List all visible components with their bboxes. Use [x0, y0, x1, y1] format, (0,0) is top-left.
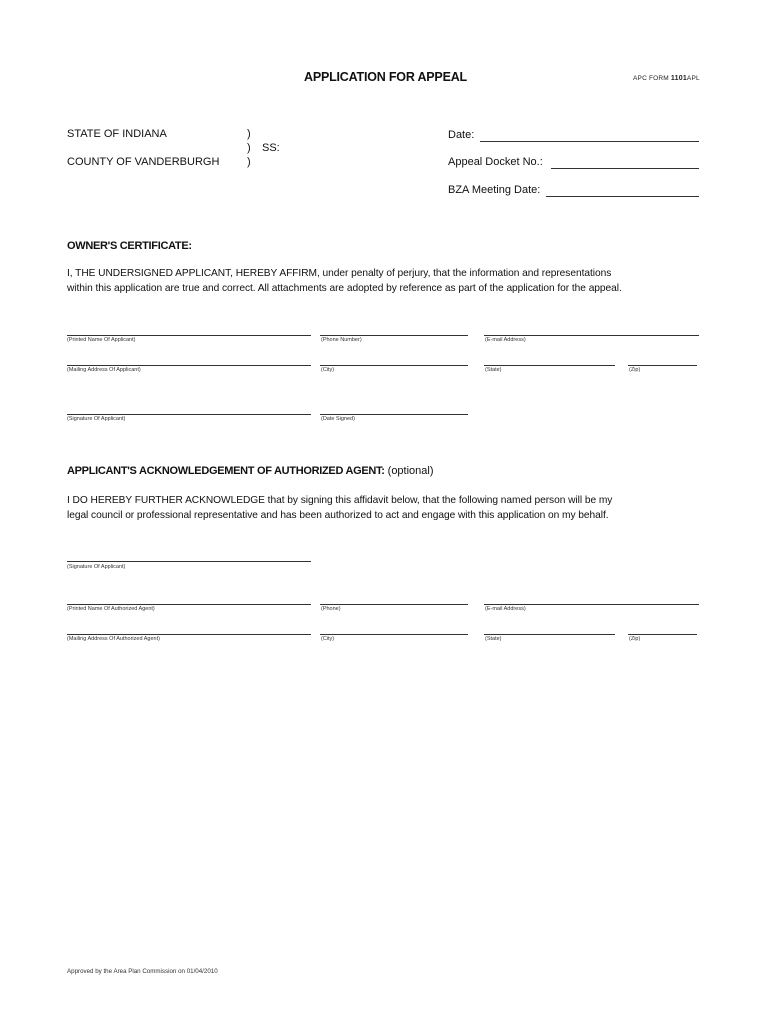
agent-email-field[interactable]	[484, 604, 699, 605]
city-field[interactable]	[320, 365, 468, 366]
agent-heading-text: APPLICANT'S ACKNOWLEDGEMENT OF AUTHORIZED AGENT:	[67, 465, 385, 477]
date-field[interactable]	[480, 141, 699, 142]
ss-label: SS:	[262, 142, 280, 154]
bza-date-field[interactable]	[546, 196, 699, 197]
agent-phone-field[interactable]	[320, 604, 468, 605]
city-caption: (City)	[321, 367, 335, 373]
form-code-suffix: APL	[686, 75, 700, 82]
form-code-number: 1101	[670, 75, 687, 82]
paren-3: )	[247, 156, 251, 168]
owner-certificate-text-2: within this application are true and correct. All attachments are adopted by reference as part of the application for the appeal.	[67, 283, 622, 294]
zip-field[interactable]	[628, 365, 697, 366]
agent-zip-field[interactable]	[628, 634, 697, 635]
zip-caption: (Zip)	[629, 367, 641, 373]
owner-certificate-text-1: I, THE UNDERSIGNED APPLICANT, HEREBY AFFIRM, under penalty of perjury, that the information and representations	[67, 268, 612, 279]
phone-caption: (Phone Number)	[321, 337, 362, 343]
phone-field[interactable]	[320, 335, 468, 336]
paren-2: )	[247, 142, 251, 154]
docket-field[interactable]	[551, 168, 699, 169]
printed-name-field[interactable]	[67, 335, 311, 336]
mailing-address-field[interactable]	[67, 365, 311, 366]
agent-text-2: legal council or professional representative and has been authorized to act and engage with this application on my behalf.	[67, 510, 609, 521]
agent-phone-caption: (Phone)	[321, 606, 341, 612]
approval-footer: Approved by the Area Plan Commission on 01/04/2010	[67, 968, 218, 975]
state-field[interactable]	[484, 365, 615, 366]
form-code	[633, 75, 700, 82]
agent-optional-note: (optional)	[384, 465, 434, 477]
state-label: STATE OF INDIANA	[67, 128, 167, 140]
form-code-prefix: APC FORM	[633, 75, 671, 82]
signature-field[interactable]	[67, 414, 311, 415]
agent-city-caption: (City)	[321, 636, 335, 642]
agent-zip-caption: (Zip)	[629, 636, 641, 642]
printed-name-caption: (Printed Name Of Applicant)	[67, 337, 136, 343]
email-field[interactable]	[484, 335, 699, 336]
date-signed-field[interactable]	[320, 414, 468, 415]
paren-1: )	[247, 128, 251, 140]
agent-mailing-address-field[interactable]	[67, 634, 311, 635]
agent-text-1: I DO HEREBY FURTHER ACKNOWLEDGE that by signing this affidavit below, that the following named person will be my	[67, 495, 613, 506]
date-signed-caption: (Date Signed)	[321, 416, 355, 422]
agent-signature-caption: (Signature Of Applicant)	[67, 564, 126, 570]
mailing-address-caption: (Mailing Address Of Applicant)	[67, 367, 141, 373]
state-caption: (State)	[485, 367, 502, 373]
county-label: COUNTY OF VANDERBURGH	[67, 156, 220, 168]
agent-city-field[interactable]	[320, 634, 468, 635]
bza-date-label: BZA Meeting Date:	[448, 184, 541, 196]
agent-mailing-address-caption: (Mailing Address Of Authorized Agent)	[67, 636, 160, 642]
agent-state-field[interactable]	[484, 634, 615, 635]
docket-label: Appeal Docket No.:	[448, 156, 543, 168]
email-caption: (E-mail Address)	[485, 337, 526, 343]
date-label: Date:	[448, 129, 475, 141]
agent-email-caption: (E-mail Address)	[485, 606, 526, 612]
page-title: APPLICATION FOR APPEAL	[304, 70, 467, 84]
agent-printed-name-field[interactable]	[67, 604, 311, 605]
agent-heading	[67, 465, 434, 477]
owner-certificate-heading: OWNER'S CERTIFICATE:	[67, 240, 192, 252]
agent-signature-field[interactable]	[67, 561, 311, 562]
agent-printed-name-caption: (Printed Name Of Authorized Agent)	[67, 606, 155, 612]
agent-state-caption: (State)	[485, 636, 502, 642]
signature-caption: (Signature Of Applicant)	[67, 416, 126, 422]
